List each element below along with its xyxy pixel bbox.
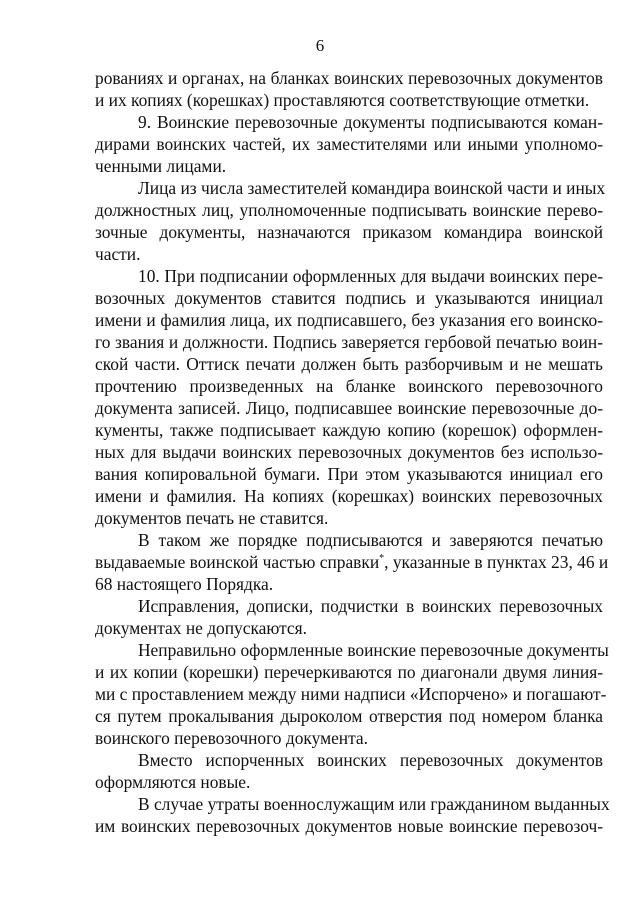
- text-line: ской части. Оттиск печати должен быть разборчивым и не мешать: [95, 354, 603, 374]
- text-line: дирами воинских частей, их заместителями или иными уполномо-: [95, 134, 603, 154]
- text-line: зочные документы, назначаются приказом командира воинской: [95, 222, 603, 242]
- text-line: возочных документов ставится подпись и указываются инициал: [95, 288, 603, 308]
- text-line: имени и фамилия лица, их подписавшего, без указания его воинско-: [95, 310, 603, 330]
- text-line: и их копии (корешки) перечеркиваются по диагонали двумя линия-: [95, 662, 603, 682]
- text-line: ченными лицами.: [95, 156, 227, 176]
- page-number: 6: [315, 36, 325, 55]
- text-line: рованиях и органах, на бланках воинских перевозочных документов: [95, 68, 603, 88]
- text-segment: выдаваемые воинской частью справки: [95, 552, 380, 572]
- text-line: документа записей. Лицо, подписавшее воинские перевозочные до-: [95, 398, 603, 418]
- text-line: части.: [95, 244, 141, 264]
- text-line: В таком же порядке подписываются и заверяются печатью: [138, 530, 603, 550]
- text-line: Вместо испорченных воинских перевозочных документов: [138, 750, 603, 770]
- text-line: ся путем прокалывания дыроколом отверстия под номером бланка: [95, 706, 603, 726]
- text-line: 10. При подписании оформленных для выдачи воинских пере-: [138, 266, 603, 286]
- text-line: ных для выдачи воинских перевозочных документов без использо-: [95, 442, 603, 462]
- text-line: го звания и должности. Подпись заверяется гербовой печатью воин-: [95, 332, 603, 352]
- footnote-marker: *: [379, 553, 385, 565]
- text-line: им воинских перевозочных документов новые воинские перевозоч-: [95, 816, 603, 836]
- text-segment: , указанные в пунктах 23, 46 и: [384, 552, 609, 572]
- text-line: 68 настоящего Порядка.: [95, 574, 274, 594]
- text-line: В случае утраты военнослужащим или гражданином выданных: [138, 794, 610, 814]
- text-line: ми с проставлением между ними надписи «Испорчено» и погашают-: [95, 684, 607, 704]
- text-line: должностных лиц, уполномоченные подписывать воинские перево-: [95, 200, 603, 220]
- text-line: [95, 551, 609, 573]
- text-line: документов печать не ставится.: [95, 508, 329, 528]
- text-line: 9. Воинские перевозочные документы подписываются коман-: [138, 112, 603, 132]
- text-line: имени и фамилия. На копиях (корешках) воинских перевозочных: [95, 486, 603, 506]
- text-line: Неправильно оформленные воинские перевозочные документы: [138, 640, 609, 660]
- text-line: Лица из числа заместителей командира воинской части и иных: [138, 178, 606, 198]
- text-line: Исправления, дописки, подчистки в воинских перевозочных: [138, 596, 603, 616]
- text-line: вания копировальной бумаги. При этом указываются инициал его: [95, 464, 603, 484]
- text-line: документах не допускаются.: [95, 618, 307, 638]
- text-line: воинского перевозочного документа.: [95, 728, 368, 748]
- text-line: оформляются новые.: [95, 772, 251, 792]
- text-line: и их копиях (корешках) проставляются соответствующие отметки.: [95, 90, 590, 110]
- text-line: кументы, также подписывает каждую копию (корешок) оформлен-: [95, 420, 603, 440]
- text-line: прочтению произведенных на бланке воинского перевозочного: [95, 376, 603, 396]
